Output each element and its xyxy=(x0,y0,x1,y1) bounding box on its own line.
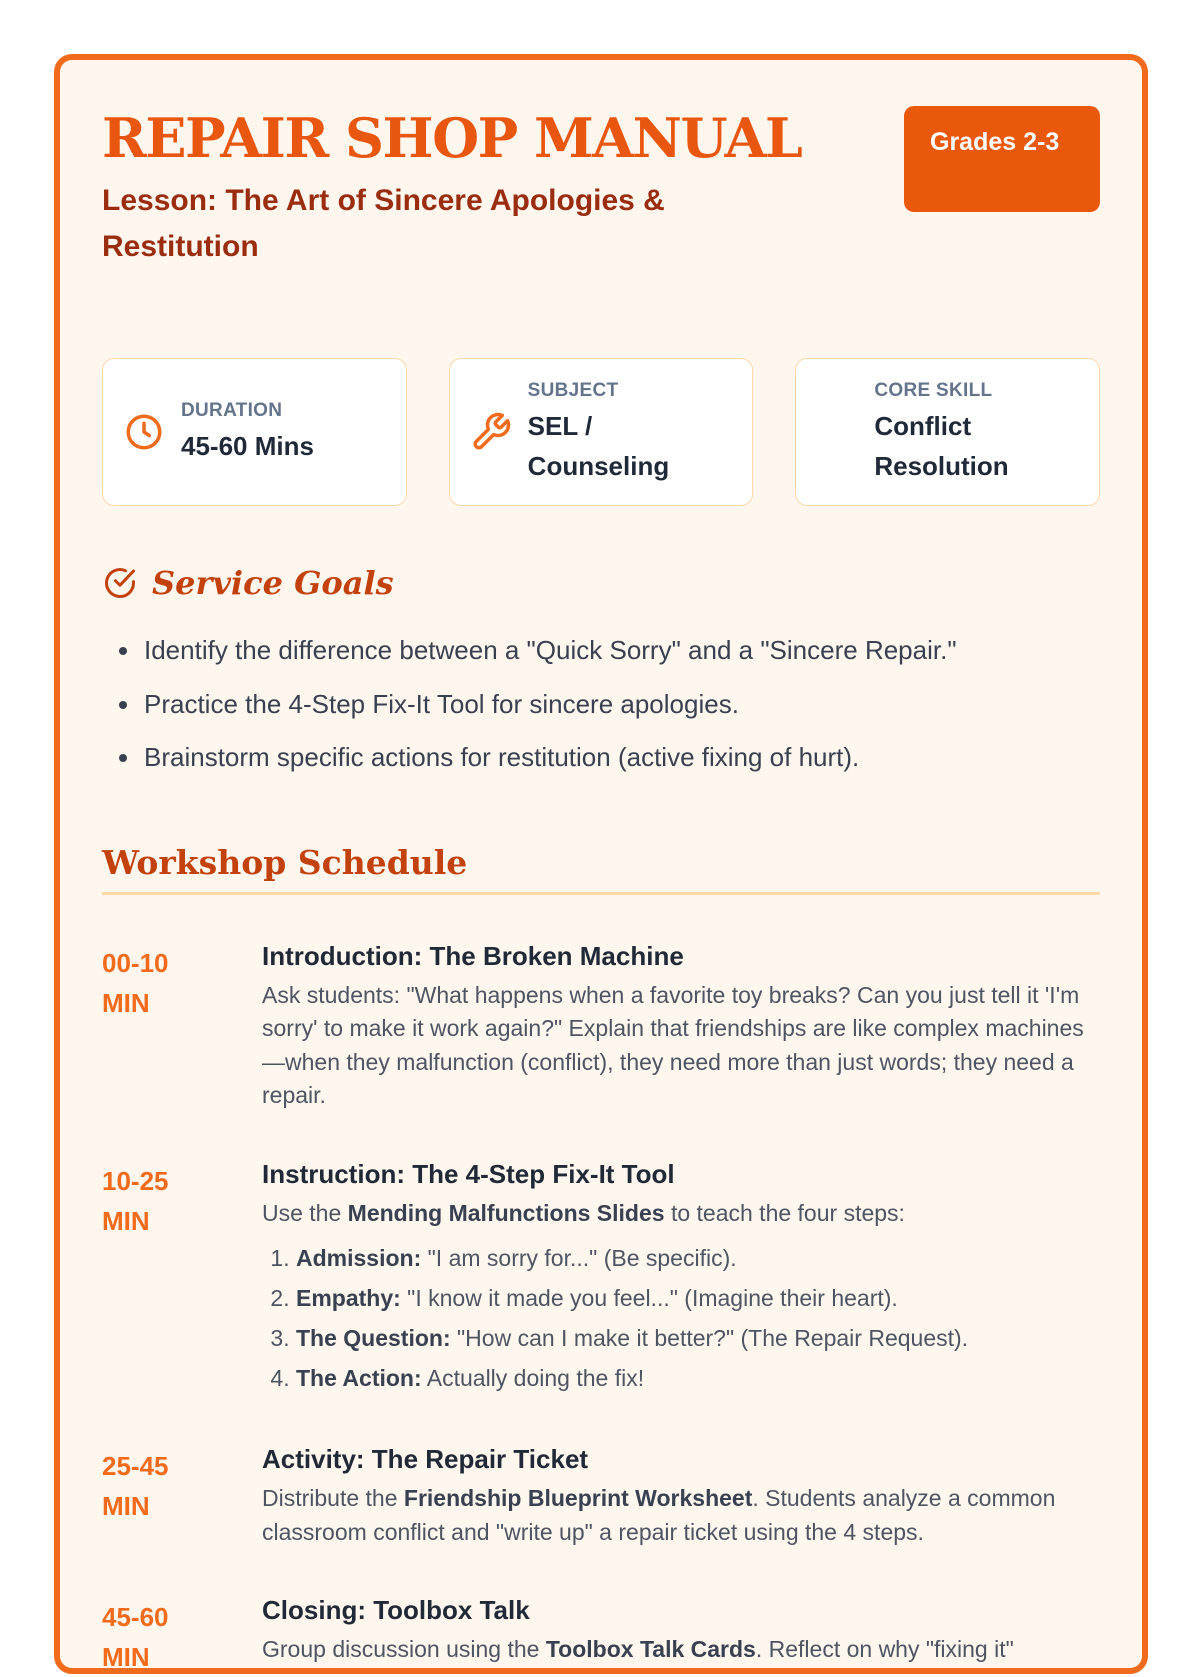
time-range xyxy=(102,1593,262,1677)
schedule-item xyxy=(102,1157,1100,1399)
subject-value: SEL / Counseling xyxy=(527,411,670,481)
subject-card xyxy=(449,358,754,506)
schedule-item-title: Activity: The Repair Ticket xyxy=(262,1444,589,1474)
goal-item: • Brainstorm specific actions for restitution (active fixing of hurt). xyxy=(142,731,1100,785)
schedule-item-title: Closing: Toolbox Talk xyxy=(262,1595,530,1625)
time-range xyxy=(102,1157,262,1399)
step-item xyxy=(296,1318,1100,1358)
core-skill-label: CORE SKILL xyxy=(874,380,993,401)
schedule-item xyxy=(102,1442,1100,1549)
resource-name: Toolbox Talk Cards xyxy=(545,1636,756,1662)
desc-text: to teach the four steps: xyxy=(664,1199,905,1226)
core-skill-card xyxy=(795,358,1100,506)
clock-icon xyxy=(123,411,165,453)
time-unit: MIN xyxy=(102,1205,150,1236)
schedule-content xyxy=(262,1593,1100,1677)
check-circle-icon xyxy=(102,565,138,601)
lesson-subtitle: Lesson: The Art of Sincere Apologies & Restitution xyxy=(102,184,665,263)
schedule-item xyxy=(102,939,1100,1113)
step-label: The Action: xyxy=(296,1365,422,1391)
schedule-content xyxy=(262,939,1100,1113)
step-text: "How can I make it better?" (The Repair Request). xyxy=(450,1325,969,1351)
step-text: Actually doing the fix! xyxy=(421,1365,645,1391)
schedule-item-title: Introduction: The Broken Machine xyxy=(262,940,684,971)
time-unit: MIN xyxy=(102,987,150,1018)
blank-icon-slot xyxy=(816,411,858,453)
schedule-content xyxy=(262,1442,1100,1549)
schedule-item-desc xyxy=(262,1197,1100,1231)
desc-text: Group discussion using the xyxy=(262,1636,546,1662)
steps-list xyxy=(296,1238,1100,1398)
time-range-value: 25-45 xyxy=(102,1451,169,1481)
step-item xyxy=(296,1358,1100,1398)
grade-badge: Grades 2-3 xyxy=(904,106,1100,212)
goals-heading xyxy=(102,564,1100,602)
time-range xyxy=(102,939,262,1113)
schedule-item-desc xyxy=(262,1482,1100,1549)
schedule-item xyxy=(102,1593,1100,1677)
resource-name: Friendship Blueprint Worksheet xyxy=(403,1485,753,1511)
step-text: "I know it made you feel..." (Imagine their heart). xyxy=(400,1285,898,1311)
schedule-item-desc: Ask students: "What happens when a favorite toy breaks? Can you just tell it 'I'm sorry' to make it work again?" Explain that friendships are like complex machines—when they malfunction (conflict), they need more than just words; they need a repair. xyxy=(262,981,1084,1108)
time-range-value: 10-25 xyxy=(102,1165,169,1196)
time-unit: MIN xyxy=(102,1491,150,1521)
step-item xyxy=(296,1238,1100,1278)
desc-text: Use the xyxy=(262,1199,348,1226)
goal-item: • Practice the 4-Step Fix-It Tool for sincere apologies. xyxy=(142,678,1100,732)
duration-label: DURATION xyxy=(181,400,283,421)
subject-label: SUBJECT xyxy=(527,380,619,401)
duration-value: 45-60 Mins xyxy=(181,431,314,461)
schedule-item-title: Instruction: The 4-Step Fix-It Tool xyxy=(262,1158,675,1189)
core-skill-value: Conflict Resolution xyxy=(874,411,1009,481)
schedule-title: Workshop Schedule xyxy=(102,843,1100,895)
time-range xyxy=(102,1442,262,1549)
desc-text: . Students analyze a common classroom conflict and "write up" a repair ticket using the 4 steps. xyxy=(262,1485,1056,1545)
meta-row xyxy=(102,358,1100,506)
goals-list xyxy=(142,624,1100,785)
time-range-value: 45-60 xyxy=(102,1602,169,1632)
step-label: Admission: xyxy=(296,1245,422,1271)
goals-title: Service Goals xyxy=(152,564,394,602)
lesson-card xyxy=(54,54,1148,1674)
time-range-value: 00-10 xyxy=(102,947,169,978)
schedule-content xyxy=(262,1157,1100,1399)
time-unit: MIN xyxy=(102,1642,150,1672)
schedule-item-desc xyxy=(262,1633,1100,1667)
goal-item: • Identify the difference between a "Quick Sorry" and a "Sincere Repair." xyxy=(142,624,1100,678)
wrench-icon xyxy=(470,411,512,453)
desc-text: Distribute the xyxy=(262,1485,404,1511)
header xyxy=(102,106,1100,306)
duration-card xyxy=(102,358,407,506)
step-label: Empathy: xyxy=(296,1285,401,1311)
resource-name: Mending Malfunctions Slides xyxy=(347,1199,665,1226)
desc-text: . Reflect on why "fixing it" xyxy=(755,1636,1014,1662)
step-label: The Question: xyxy=(296,1325,451,1351)
step-item xyxy=(296,1278,1100,1318)
page-title: REPAIR SHOP MANUAL xyxy=(102,106,802,170)
step-text: "I am sorry for..." (Be specific). xyxy=(421,1245,737,1271)
